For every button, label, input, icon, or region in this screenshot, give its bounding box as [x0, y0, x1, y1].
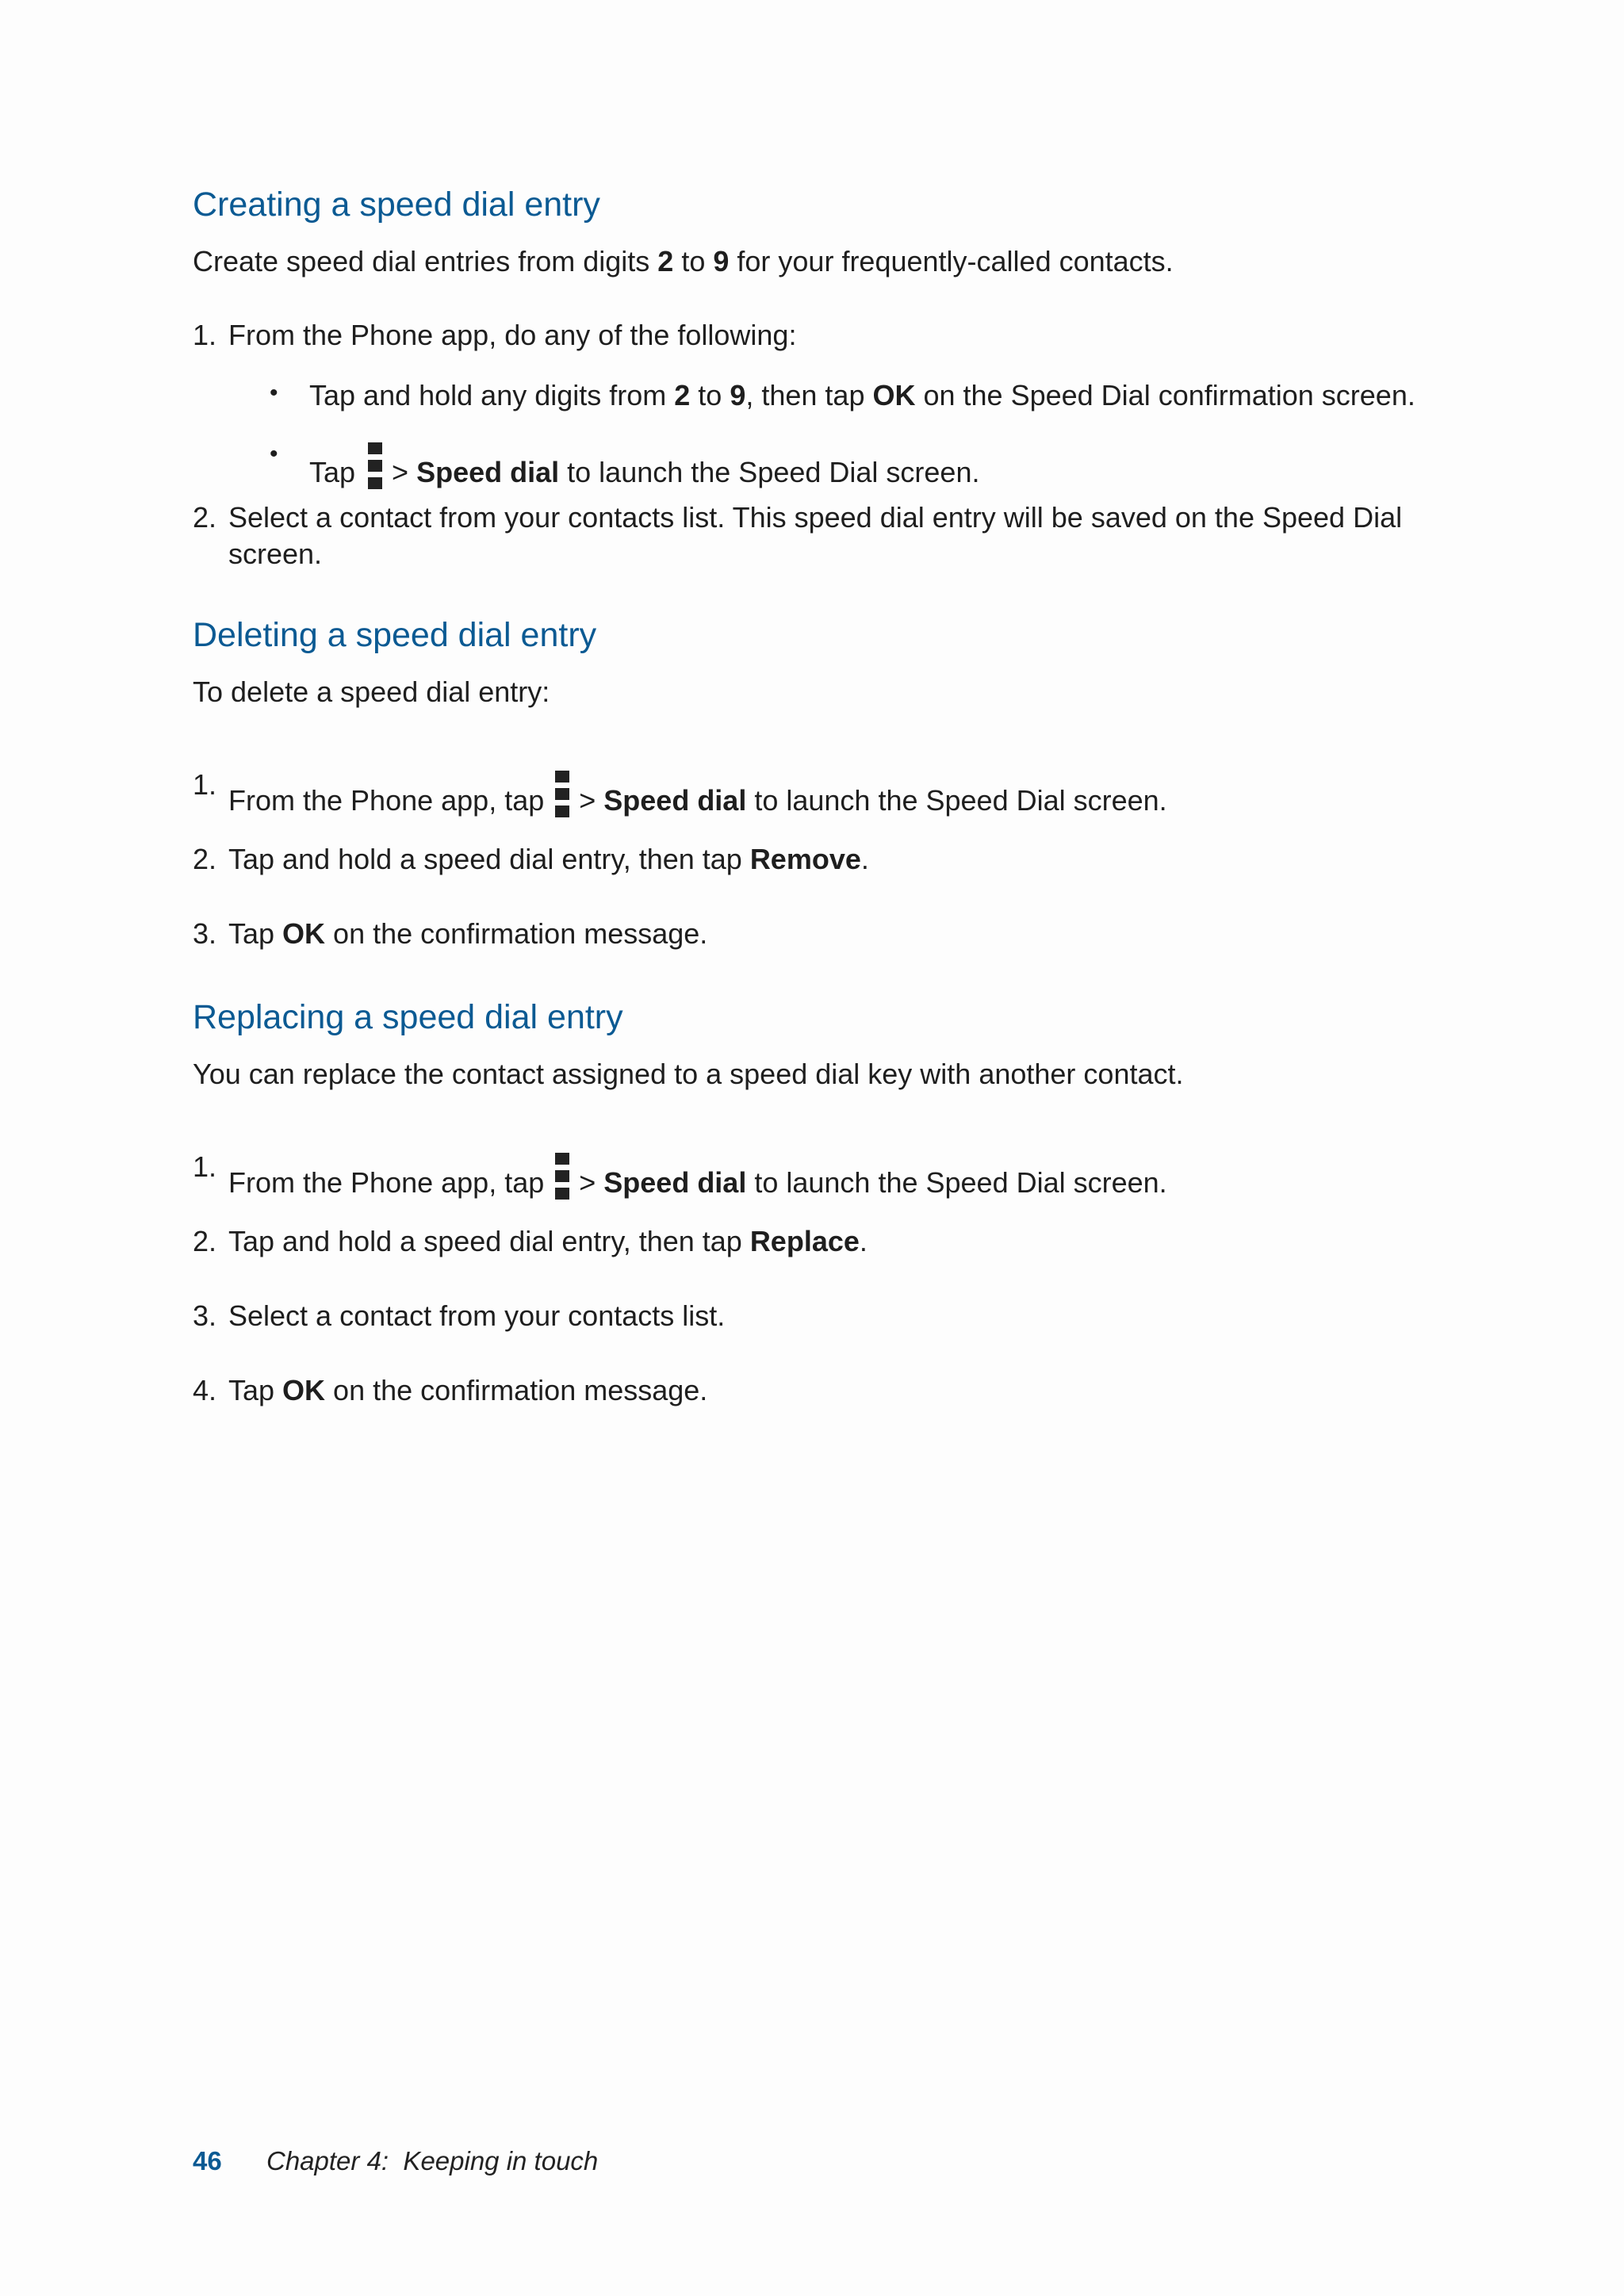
step-text	[228, 1227, 868, 1256]
step-number: 3.	[193, 917, 217, 950]
step-text-part: .	[859, 1225, 868, 1257]
bullet-text-part: to	[690, 379, 730, 411]
bold-digit: 9	[730, 379, 746, 411]
bullet-text-part: >	[392, 456, 417, 488]
step-text-part: Tap and hold a speed dial entry, then tap	[228, 1225, 750, 1257]
chapter-title: Chapter 4: Keeping in touch	[266, 2146, 599, 2175]
intro-bold-digit: 9	[713, 245, 730, 277]
step-text	[228, 771, 1167, 818]
bullet-text-part: to launch the Speed Dial screen.	[559, 456, 980, 488]
step-text: screen.	[228, 538, 323, 570]
step-text: Select a contact from your contacts list. This speed dial entry will be saved on the Speed Dial	[228, 501, 1403, 534]
section-heading-deleting: Deleting a speed dial entry	[193, 616, 597, 654]
intro-text: for your frequently-called contacts.	[729, 245, 1174, 277]
step-number: 1.	[193, 319, 217, 351]
section-intro-creating	[193, 247, 1174, 276]
step-text-part: on the confirmation message.	[325, 917, 708, 950]
bold-speed-dial: Speed dial	[603, 1166, 747, 1199]
step-text-part: to launch the Speed Dial screen.	[746, 1166, 1167, 1199]
overflow-menu-icon	[368, 442, 382, 490]
step-text-part: on the confirmation message.	[325, 1374, 708, 1406]
bullet-text-part: Tap	[309, 456, 356, 488]
section-intro-deleting: To delete a speed dial entry:	[193, 675, 550, 708]
step-text	[228, 1376, 707, 1405]
step-text-part: Tap and hold a speed dial entry, then tap	[228, 843, 750, 875]
bullet-text-part: Tap and hold any digits from	[309, 379, 675, 411]
step-text-part: >	[579, 784, 604, 817]
step-text-part: Tap	[228, 917, 283, 950]
bullet-text-part: on the Speed Dial confirmation screen.	[915, 379, 1415, 411]
step-text-part: to launch the Speed Dial screen.	[746, 784, 1167, 817]
step-number: 2.	[193, 843, 217, 875]
step-number: 4.	[193, 1374, 217, 1406]
bullet-marker: •	[270, 441, 278, 467]
bold-speed-dial: Speed dial	[603, 784, 747, 817]
bold-remove: Remove	[749, 843, 861, 875]
step-text	[228, 845, 869, 874]
intro-text: Create speed dial entries from digits	[193, 245, 658, 277]
step-text-part: From the Phone app, tap	[228, 1166, 545, 1199]
bullet-marker: •	[270, 380, 278, 406]
bold-digit: 2	[674, 379, 691, 411]
step-number: 1.	[193, 768, 217, 801]
bold-ok: OK	[872, 379, 916, 411]
bold-ok: OK	[282, 1374, 326, 1406]
overflow-menu-icon	[555, 771, 569, 818]
bold-ok: OK	[282, 917, 326, 950]
step-text-part: Tap	[228, 1374, 283, 1406]
step-text-part: >	[579, 1166, 604, 1199]
intro-text: to	[673, 245, 714, 277]
overflow-menu-icon	[555, 1153, 569, 1200]
step-number: 3.	[193, 1299, 217, 1332]
page-number: 46	[193, 2146, 222, 2175]
step-text: Select a contact from your contacts list.	[228, 1299, 726, 1332]
section-heading-replacing: Replacing a speed dial entry	[193, 998, 623, 1036]
section-heading-creating: Creating a speed dial entry	[193, 186, 600, 224]
step-text-part: From the Phone app, tap	[228, 784, 545, 817]
step-text	[228, 1153, 1167, 1200]
step-text: From the Phone app, do any of the following:	[228, 319, 797, 351]
step-number: 1.	[193, 1150, 217, 1183]
bullet-text-part: , then tap	[745, 379, 873, 411]
intro-bold-digit: 2	[657, 245, 674, 277]
step-number: 2.	[193, 1225, 217, 1257]
bold-replace: Replace	[749, 1225, 860, 1257]
bullet-text	[309, 442, 979, 490]
bullet-text	[309, 381, 1415, 410]
section-intro-replacing: You can replace the contact assigned to a speed dial key with another contact.	[193, 1058, 1184, 1090]
step-text-part: .	[860, 843, 869, 875]
bold-speed-dial: Speed dial	[416, 456, 560, 488]
step-number: 2.	[193, 501, 217, 534]
step-text	[228, 917, 708, 950]
